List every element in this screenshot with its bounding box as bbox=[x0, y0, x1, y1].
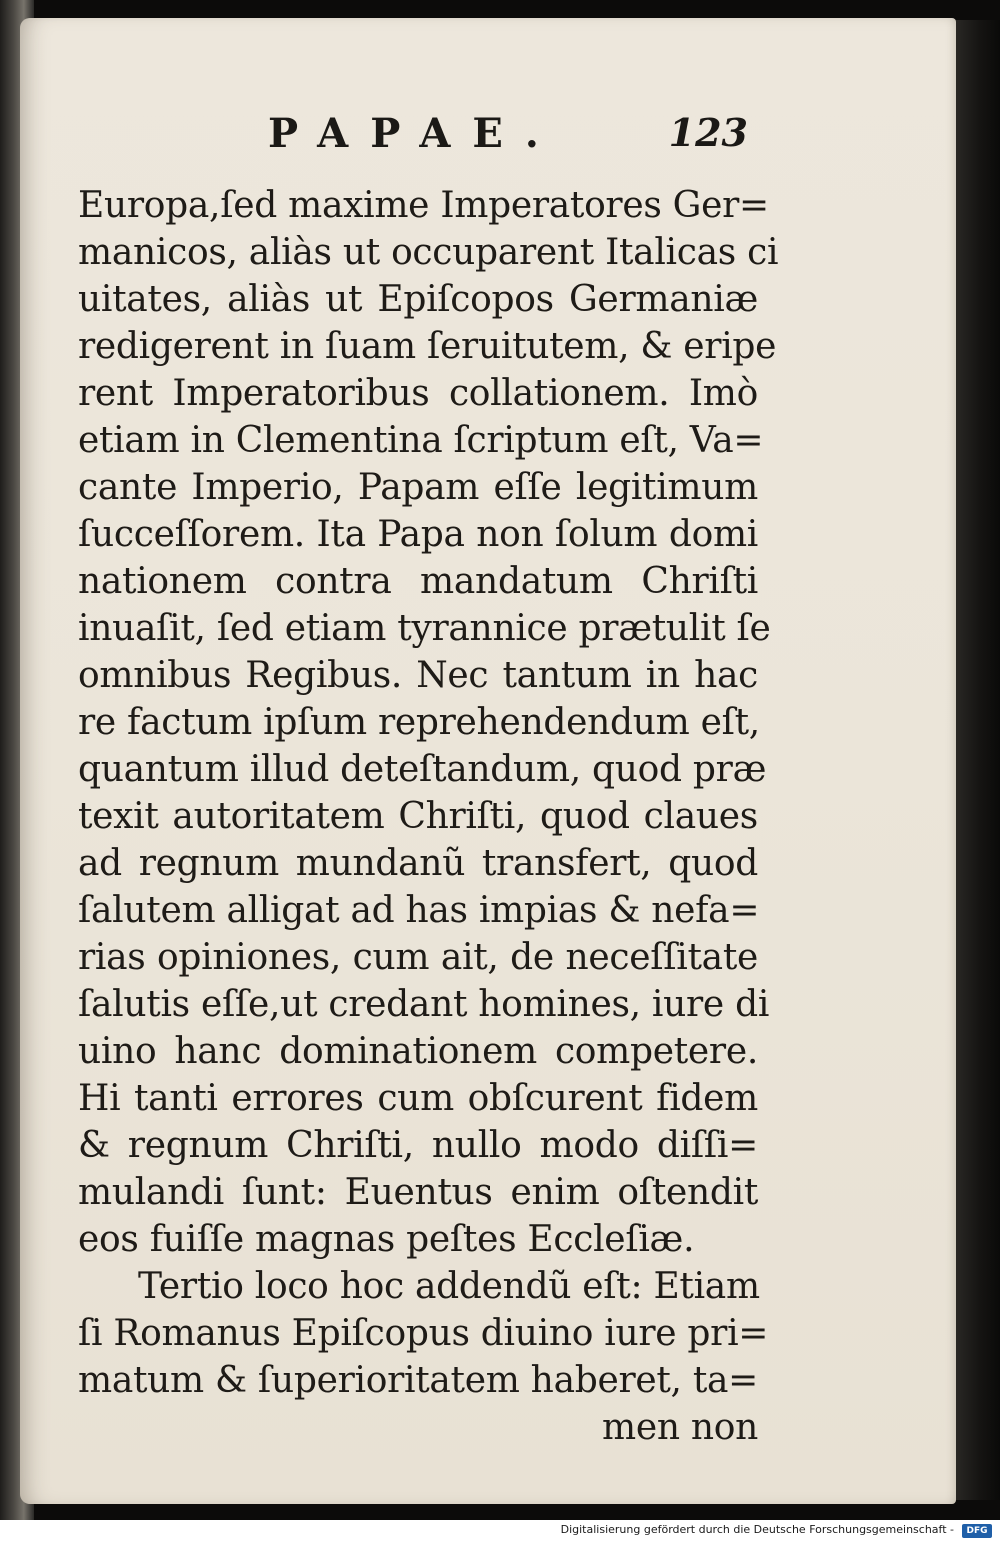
digitization-footer bbox=[0, 1520, 1000, 1543]
text-line: omnibus Regibus. Nec tantum in hac bbox=[78, 655, 758, 696]
running-head bbox=[268, 110, 748, 160]
text-line: inuaſit, ſed etiam tyrannice prætulit ſe bbox=[78, 608, 771, 649]
text-line: mulandi ſunt: Euentus enim oſtendit bbox=[78, 1172, 758, 1213]
text-line: ſi Romanus Epiſcopus diuino iure pri= bbox=[78, 1313, 769, 1354]
paragraph-start-line: Tertio loco hoc addendũ eſt: Etiam bbox=[138, 1266, 760, 1307]
page-edge-shadow bbox=[950, 20, 1000, 1500]
text-line: re factum ipſum reprehendendum eſt, bbox=[78, 702, 760, 743]
text-line: manicos, aliàs ut occuparent Italicas ci bbox=[78, 232, 779, 273]
text-line: Hi tanti errores cum obſcurent fidem bbox=[78, 1078, 758, 1119]
body-text bbox=[78, 182, 779, 1451]
text-line: Europa,ſed maxime Imperatores Ger= bbox=[78, 185, 769, 226]
text-line: uitates, aliàs ut Epiſcopos Germaniæ bbox=[78, 279, 758, 320]
text-line: cante Imperio, Papam eſſe legitimum bbox=[78, 467, 758, 508]
text-line: etiam in Clementina ſcriptum eſt, Va= bbox=[78, 420, 764, 461]
funding-credit: Digitalisierung gefördert durch die Deutsche Forschungsgemeinschaft - bbox=[560, 1523, 954, 1536]
text-line: nationem contra mandatum Chriſti bbox=[78, 561, 758, 602]
text-line: rent Imperatoribus collationem. Imò bbox=[78, 373, 758, 414]
dfg-logo-icon: DFG bbox=[962, 1524, 992, 1538]
text-line: & regnum Chriſti, nullo modo diſſi= bbox=[78, 1125, 758, 1166]
text-line: ſalutis eſſe,ut credant homines, iure di bbox=[78, 984, 770, 1025]
catchword-line: men non bbox=[601, 1407, 758, 1448]
text-line: quantum illud deteſtandum, quod præ bbox=[78, 749, 767, 790]
text-line: ſucceſſorem. Ita Papa non ſolum domi bbox=[78, 514, 758, 555]
text-line: texit autoritatem Chriſti, quod claues bbox=[78, 796, 758, 837]
paragraph-end-line: eos fuiſſe magnas peſtes Eccleſiæ. bbox=[78, 1219, 695, 1260]
running-title: PAPAE. bbox=[268, 110, 561, 157]
text-line: ſalutem alligat ad has impias & nefa= bbox=[78, 890, 760, 931]
text-line: redigerent in ſuam ſeruitutem, & eripe bbox=[78, 326, 777, 367]
text-line: matum & ſuperioritatem haberet, ta= bbox=[78, 1360, 759, 1401]
text-line: ad regnum mundanũ transfert, quod bbox=[78, 843, 758, 884]
text-line: rias opiniones, cum ait, de neceſſitate bbox=[78, 937, 758, 978]
page-number: 123 bbox=[668, 110, 748, 155]
text-line: uino hanc dominationem competere. bbox=[78, 1031, 758, 1072]
